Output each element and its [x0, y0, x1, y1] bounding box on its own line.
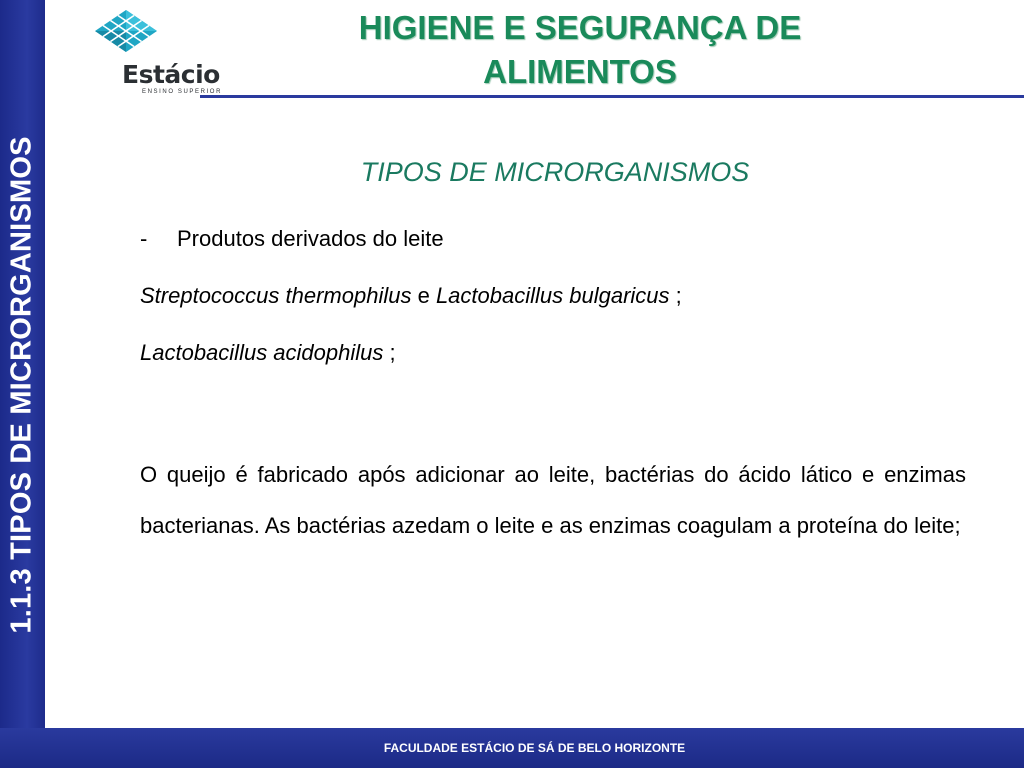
species-name: Lactobacillus acidophilus	[140, 340, 384, 365]
footer-band	[0, 728, 1024, 768]
section-subtitle: TIPOS DE MICRORGANISMOS	[360, 157, 750, 187]
species-joiner: e	[411, 283, 436, 308]
line-terminator: ;	[669, 283, 682, 308]
slide-title: HIGIENE E SEGURANÇA DE ALIMENTOS	[358, 9, 802, 90]
diamond-grid-icon	[60, 8, 192, 58]
estacio-logo	[60, 8, 223, 95]
line-terminator: ;	[383, 340, 396, 365]
bullet-marker: -	[140, 226, 148, 251]
section-label: 1.1.3 TIPOS DE MICRORGANISMOS	[5, 136, 38, 634]
sidebar-band	[0, 0, 45, 768]
species-name: Lactobacillus bulgaricus	[435, 283, 670, 308]
title-divider	[200, 95, 1024, 98]
species-line-2	[140, 340, 396, 366]
brand-name: Estácio	[122, 60, 220, 89]
bullet-item: Produtos derivados do leite	[177, 226, 444, 251]
body-paragraph: O queijo é fabricado após adicionar ao leite, bactérias do ácido lático e enzimas bacterianas. As bactérias azedam o leite e as enzimas coagulam a proteína do leite;	[140, 462, 966, 538]
species-line-1	[140, 283, 682, 309]
footer-text: FACULDADE ESTÁCIO DE SÁ DE BELO HORIZONTE	[383, 741, 686, 755]
brand-tagline: ENSINO SUPERIOR	[142, 89, 223, 95]
species-name: Streptococcus thermophilus	[140, 283, 412, 308]
